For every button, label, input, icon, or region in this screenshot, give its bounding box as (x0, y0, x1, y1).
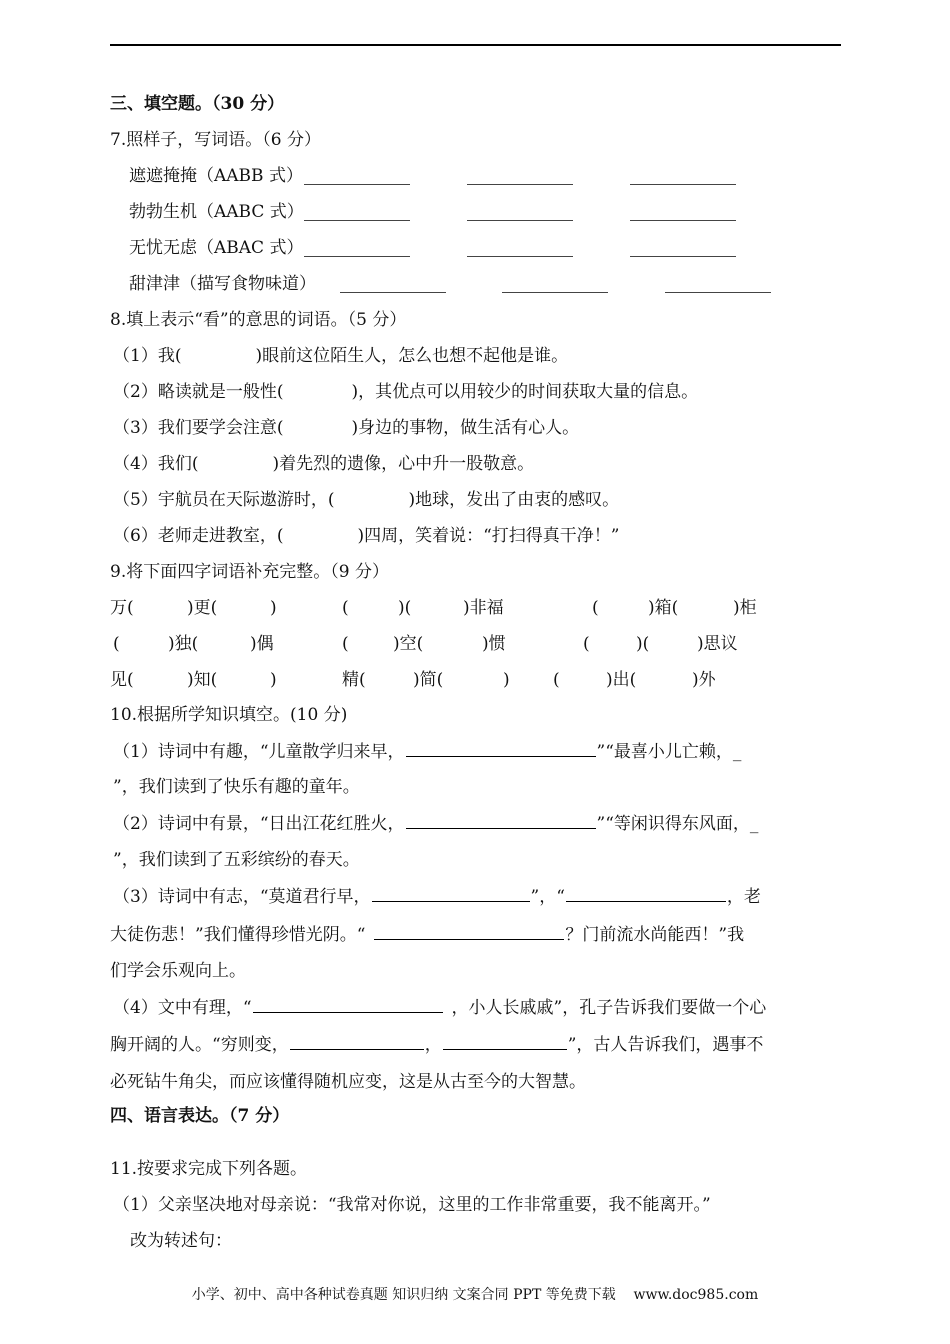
section-3-title: 三、填空题。（30 分） (110, 94, 285, 114)
q10-p4-blank-2[interactable] (290, 1033, 424, 1050)
section-4-title: 四、语言表达。（7 分） (110, 1106, 290, 1126)
q10-p3-text-d: 大徒伤悲！”我们懂得珍惜光阴。“ (110, 925, 366, 945)
q10-p3-line1 (113, 885, 761, 908)
q9-r1-t8: )箱( (648, 598, 679, 618)
q10-p3-line3: 们学会乐观向上。 (110, 961, 246, 981)
q10-title: 10.根据所学知识填空。(10 分) (110, 705, 348, 725)
q7-row-2-blank-2[interactable] (467, 219, 573, 221)
q11-item-1: （1）父亲坚决地对母亲说：“我常对你说，这里的工作非常重要，我不能离开。” (113, 1195, 711, 1215)
q9-r2-t4: ( (342, 634, 349, 654)
q7-row-2-label: 勃勃生机（AABC 式） (129, 202, 304, 222)
q8-item-3-post: )身边的事物，做生活有心人。 (351, 418, 580, 438)
q10-p3-line2 (110, 923, 744, 946)
q7-row-4-blank-1[interactable] (340, 291, 446, 293)
q10-p2-blank-1[interactable] (406, 812, 596, 829)
q7-row-1-blank-2[interactable] (467, 183, 573, 185)
q7-row-3-blank-1[interactable] (304, 255, 410, 257)
q8-item-3 (113, 417, 579, 439)
q9-r1-t3: ) (270, 598, 277, 618)
q10-p3-text-c: ，老 (726, 887, 761, 907)
q9-r2-t9: )思议 (697, 634, 738, 654)
q10-p4-blank-3[interactable] (443, 1033, 567, 1050)
q9-r1-t7: ( (592, 598, 599, 618)
q8-item-6 (113, 525, 619, 547)
q9-r1-t9: )柜 (733, 598, 757, 618)
q7-row-3-blank-3[interactable] (630, 255, 736, 257)
q9-title: 9.将下面四字词语补充完整。（9 分） (110, 562, 389, 582)
q9-r2-t1: ( (113, 634, 120, 654)
q9-r3-t5: )简( (413, 670, 444, 690)
q9-r2-t3: )偶 (250, 634, 274, 654)
q7-row-2-blank-1[interactable] (304, 219, 410, 221)
q8-item-5-pre: （5）宇航员在天际遨游时，( (113, 490, 335, 510)
q10-p3-text-b: ”，“ (530, 887, 565, 907)
q10-p3-text-a: （3）诗词中有志，“莫道君行早， (113, 887, 371, 907)
page-footer (0, 1284, 950, 1304)
q9-r3-t3: ) (270, 670, 277, 690)
q8-item-5-post: )地球，发出了由衷的感叹。 (408, 490, 620, 510)
q10-p1-text-b: ”“最喜小儿亡赖，_ (596, 742, 742, 762)
q9-r2-t5: )空( (393, 634, 424, 654)
q10-p4-text-b: ，小人长戚戚”，孔子告诉我们要做一个心 (451, 998, 767, 1018)
q9-r3-t2: )知( (187, 670, 218, 690)
q10-p4-text-a: （4）文中有理，“ (113, 998, 252, 1018)
q9-r3-t6: ) (503, 670, 510, 690)
q10-p4-line2 (110, 1033, 763, 1056)
q10-p2-line1 (113, 812, 758, 835)
q9-r1-t1: 万( (110, 598, 134, 618)
q10-p1-text-a: （1）诗词中有趣，“儿童散学归来早， (113, 742, 405, 762)
q10-p4-text-e: ”，古人告诉我们，遇事不 (567, 1035, 764, 1055)
q10-p2-text-b: ”“等闲识得东风面，_ (596, 814, 759, 834)
q8-item-2-post: )，其优点可以用较少的时间获取大量的信息。 (351, 382, 699, 402)
q10-p2-line2: ”，我们读到了五彩缤纷的春天。 (113, 850, 360, 870)
q9-r1-t5: )( (398, 598, 412, 618)
q9-r2-t6: )惯 (482, 634, 506, 654)
q10-p3-text-e: ？门前流水尚能西！”我 (565, 925, 745, 945)
q9-r3-t8: )出( (606, 670, 637, 690)
q10-p1-blank-1[interactable] (406, 740, 596, 757)
q10-p4-line1 (113, 996, 766, 1019)
q9-r3-t4: 精( (342, 670, 366, 690)
q10-p3-blank-1[interactable] (372, 885, 530, 902)
q10-p4-blank-1[interactable] (253, 996, 443, 1013)
q9-r2-t7: ( (583, 634, 590, 654)
q10-p2-text-a: （2）诗词中有景，“日出江花红胜火， (113, 814, 405, 834)
q8-item-4-pre: （4）我们( (113, 454, 199, 474)
footer-url[interactable]: www.doc985.com (633, 1287, 759, 1303)
q9-r3-t7: ( (553, 670, 560, 690)
q7-row-1-blank-1[interactable] (304, 183, 410, 185)
q7-row-2-blank-3[interactable] (630, 219, 736, 221)
q8-item-1 (113, 345, 568, 367)
q9-r3-t1: 见( (110, 670, 134, 690)
q8-item-1-post: )眼前这位陌生人，怎么也想不起他是谁。 (255, 346, 569, 366)
q9-r2-t8: )( (636, 634, 650, 654)
q10-p4-text-d: ， (424, 1035, 442, 1055)
q10-p4-line3: 必死钻牛角尖，而应该懂得随机应变，这是从古至今的大智慧。 (110, 1072, 586, 1092)
q7-row-3-label: 无忧无虑（ABAC 式） (129, 238, 304, 258)
q11-title: 11.按要求完成下列各题。 (110, 1159, 308, 1179)
q8-item-1-pre: （1）我( (113, 346, 182, 366)
q8-item-3-pre: （3）我们要学会注意( (113, 418, 284, 438)
q9-r3-t9: )外 (692, 670, 716, 690)
q10-p3-blank-2[interactable] (566, 885, 726, 902)
q8-title: 8.填上表示“看”的意思的词语。（5 分） (110, 310, 407, 330)
q8-item-6-post: )四周，笑着说：“打扫得真干净！” (357, 526, 620, 546)
q7-row-4-label: 甜津津（描写食物味道） (129, 274, 316, 294)
q8-item-2-pre: （2）略读就是一般性( (113, 382, 284, 402)
q9-r2-t2: )独( (168, 634, 199, 654)
q10-p4-text-c: 胸开阔的人。“穷则变， (110, 1035, 289, 1055)
q11-instruction: 改为转述句： (130, 1231, 232, 1251)
footer-text: 小学、初中、高中各种试卷真题 知识归纳 文案合同 PPT 等免费下载 (191, 1287, 616, 1303)
q10-p3-blank-3[interactable] (374, 923, 564, 940)
header-rule (110, 44, 841, 46)
q8-item-6-pre: （6）老师走进教室，( (113, 526, 284, 546)
q10-p1-line1 (113, 740, 741, 763)
q8-item-4 (113, 453, 534, 475)
q7-row-1-label: 遮遮掩掩（AABB 式） (129, 166, 303, 186)
q7-title: 7.照样子，写词语。（6 分） (110, 130, 321, 150)
q9-r1-t2: )更( (187, 598, 218, 618)
q7-row-1-blank-3[interactable] (630, 183, 736, 185)
q7-row-4-blank-3[interactable] (665, 291, 771, 293)
q9-r1-t6: )非福 (463, 598, 504, 618)
q8-item-4-post: )着先烈的遗像，心中升一股敬意。 (272, 454, 535, 474)
q9-r1-t4: ( (342, 598, 349, 618)
q8-item-5 (113, 489, 619, 511)
q8-item-2 (113, 381, 698, 403)
q7-row-3-blank-2[interactable] (467, 255, 573, 257)
q10-p1-line2: ”，我们读到了快乐有趣的童年。 (113, 777, 360, 797)
q7-row-4-blank-2[interactable] (502, 291, 608, 293)
